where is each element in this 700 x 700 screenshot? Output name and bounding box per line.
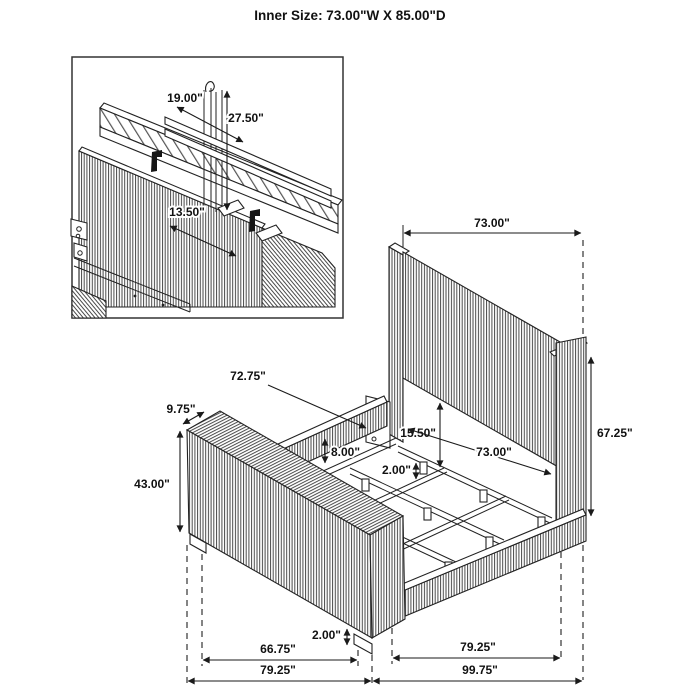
support-leg xyxy=(420,462,427,474)
support-leg xyxy=(480,490,487,502)
dim-label: 73.00" xyxy=(474,216,510,230)
headboard-right-post xyxy=(556,337,586,525)
dim-label: 73.00" xyxy=(476,445,512,459)
dim-label: 43.00" xyxy=(134,477,170,491)
dim-label: 99.75" xyxy=(462,663,498,677)
dim-label: 72.75" xyxy=(230,369,266,383)
dim-label: 8.00" xyxy=(331,445,361,459)
inset-detail-box xyxy=(71,57,343,318)
dim-label: 27.50" xyxy=(228,111,264,125)
dim-label: 67.25" xyxy=(597,426,633,440)
dim-label: 2.00" xyxy=(381,463,411,477)
dim-label: 15.50" xyxy=(400,426,436,440)
headboard-left-post xyxy=(389,247,403,442)
support-leg xyxy=(362,479,369,491)
support-leg xyxy=(424,508,431,520)
dim-label: 13.50" xyxy=(169,205,205,219)
mount-hook xyxy=(206,82,215,92)
dim-label: 2.00" xyxy=(311,628,341,642)
dim-label: 79.25" xyxy=(260,663,296,677)
footboard-end xyxy=(370,516,405,638)
dim-label: 66.75" xyxy=(260,642,296,656)
dim-label: 79.25" xyxy=(460,640,496,654)
dim-label: 9.75" xyxy=(166,402,196,416)
dim-label: 19.00" xyxy=(167,91,203,105)
figure-title: Inner Size: 73.00"W X 85.00"D xyxy=(254,8,446,23)
dim-frame-leg-height xyxy=(382,463,416,479)
